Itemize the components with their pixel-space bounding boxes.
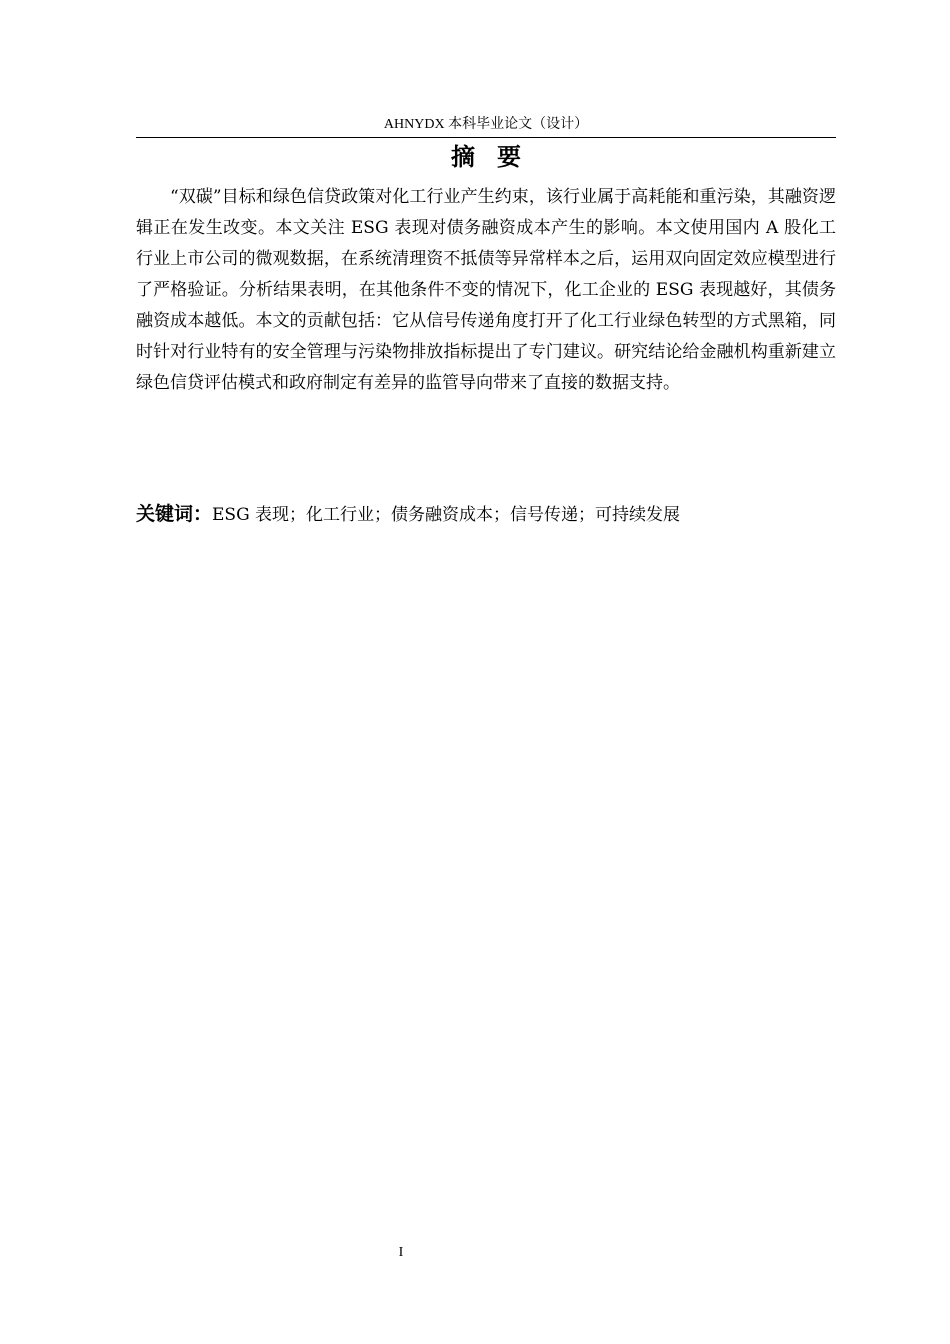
abstract-title-char-2: 要 [497,143,521,171]
abstract-title [136,142,836,172]
keywords-list: ESG 表现；化工行业；债务融资成本；信号传递；可持续发展 [212,505,681,525]
header-rule [136,137,836,138]
page-number: I [398,1245,404,1260]
running-header: AHNYDX 本科毕业论文（设计） [383,117,589,132]
keywords-label: 关键词： [136,503,213,525]
abstract-body: “双碳”目标和绿色信贷政策对化工行业产生约束，该行业属于高耗能和重污染，其融资逻辑正在发生改变。本文关注 ESG 表现对债务融资成本产生的影响。本文使用国内 A 股化工行业上市公司的微观数据，在系统清理资不抵债等异常样本之后，运用双向固定效应模型进行了严格验证。分析结果表明，在其他条件不变的情况下，化工企业的 ESG 表现越好，其债务融资成本越低。本文的贡献包括：它从信号传递角度打开了化工行业绿色转型的方式黑箱，同时针对行业特有的安全管理与污染物排放指标提出了专门建议。研究结论给金融机构重新建立绿色信贷评估模式和政府制定有差异的监管导向带来了直接的数据支持。 [136,187,836,393]
abstract-title-char-1: 摘 [451,143,475,171]
keywords-line [136,500,836,529]
